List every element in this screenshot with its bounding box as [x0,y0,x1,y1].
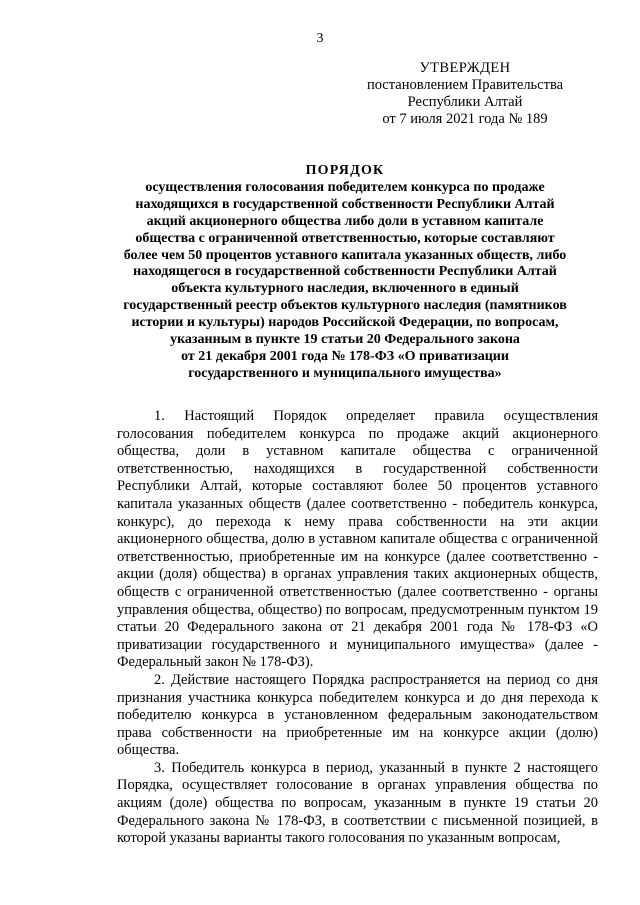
title-line: государственный реестр объектов культурного наследия (памятников [123,298,567,314]
approval-heading: УТВЕРЖДЕН [419,60,511,76]
title-line: акций акционерного общества либо доли в уставном капитале [146,213,544,229]
title-line: объекта культурного наследия, включенного в единый [171,281,519,297]
page-number: 3 [316,31,324,46]
paragraph-2: 2. Действие настоящего Порядка распространяется на период со дня признания участника конкурса победителем конкурса и до дня перехода к победителю конкурса в установленном федеральным законодательством права собственности на приобретенные им на конкурсе акции (долю) общества. [117,671,598,759]
title-line: осуществления голосования победителем конкурса по продаже [145,179,545,195]
title-line: более чем 50 процентов уставного капитала указанных обществ, либо [123,247,567,263]
title-main: ПОРЯДОК [305,163,385,178]
title-line: находящихся в государственной собственности Республики Алтай [135,196,555,212]
title-line: истории и культуры) народов Российской Федерации, по вопросам, [131,315,559,331]
title-line: общества с ограниченной ответственностью, которые составляют [135,230,555,246]
paragraph-1: 1. Настоящий Порядок определяет правила осуществления голосования победителем конкурса по продаже акций акционерного общества, доли в уставном капитале общества с ограниченной ответственностью, находящихся в государственной собственности Республики Алтай, которые составляют более 50 процентов уставного капитала указанных обществ (далее соответственно - победитель конкурса, конкурс), до перехода к нему права собственности на эти акции акционерного общества, долю в уставном капитале общества с ограниченной ответственностью, приобретенные им на конкурсе (далее соответственно - акции (доля) общества) в органах управления таких акционерных обществ, обществ с ограниченной ответственностью (далее соответственно - органы управления общества, общество) по вопросам, предусмотренным пунктом 19 статьи 20 Федерального закона от 21 декабря 2001 года № 178-ФЗ «О приватизации государственного и муниципального имущества» (далее - Федеральный закон № 178-ФЗ). [117,408,598,671]
document-title [100,163,590,383]
title-line: указанным в пункте 19 статьи 20 Федерального закона [170,332,520,348]
title-line: находящегося в государственной собственности Республики Алтай [133,264,557,280]
approval-line: постановлением Правительства [366,77,564,93]
approval-line: Республики Алтай [407,94,523,110]
approval-line: от 7 июля 2021 года № 189 [382,111,548,127]
document-body [117,408,598,848]
title-line: государственного и муниципального имущества» [188,365,502,381]
approval-stamp [360,60,570,128]
title-line: от 21 декабря 2001 года № 178-ФЗ «О приватизации [181,348,509,364]
paragraph-3: 3. Победитель конкурса в период, указанный в пункте 2 настоящего Порядка, осуществляет голосование в органах управления общества по акциям (доле) общества по вопросам, указанным в пункте 19 статьи 20 Федерального закона № 178-ФЗ, в соответствии с письменной позицией, в которой указаны варианты такого голосования по указанным вопросам, [117,759,598,847]
